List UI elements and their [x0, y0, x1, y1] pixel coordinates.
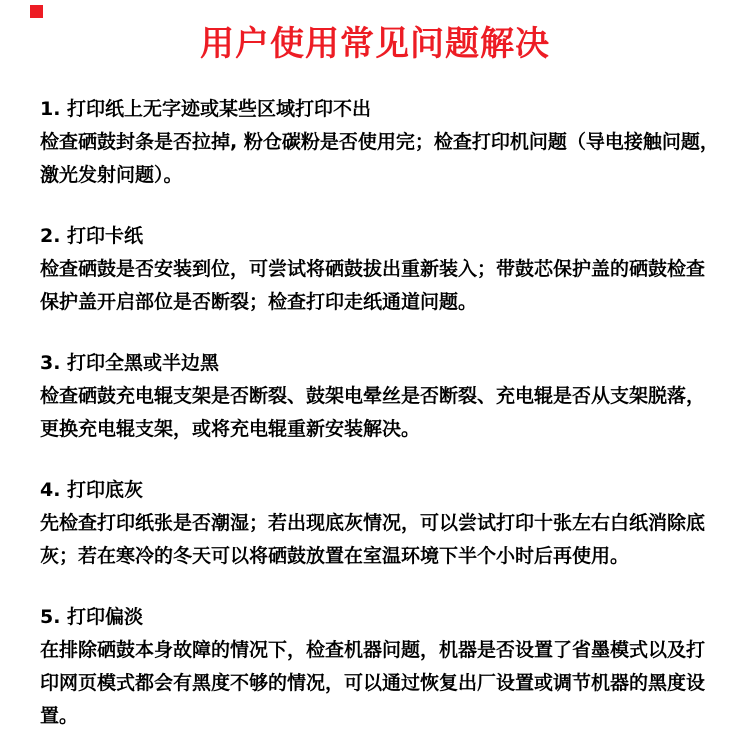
faq-section: [40, 93, 722, 192]
faq-section: [40, 220, 722, 319]
section-body: 检查硒鼓是否安装到位，可尝试将硒鼓拔出重新装入；带鼓芯保护盖的硒鼓检查保护盖开启部位是否断裂；检查打印走纸通道问题。: [40, 258, 706, 313]
section-heading: 4. 打印底灰: [40, 479, 144, 501]
section-heading: 5. 打印偏淡: [40, 606, 144, 628]
section-body: 检查硒鼓封条是否拉掉, 粉仓碳粉是否使用完；检查打印机问题（导电接触问题，激光发射问题）。: [40, 131, 719, 186]
faq-section: [40, 474, 722, 573]
section-body: 先检查打印纸张是否潮湿；若出现底灰情况，可以尝试打印十张左右白纸消除底灰；若在寒冷的冬天可以将硒鼓放置在室温环境下半个小时后再使用。: [40, 512, 706, 567]
section-body: 在排除硒鼓本身故障的情况下，检查机器问题，机器是否设置了省墨模式以及打印网页模式都会有黑度不够的情况，可以通过恢复出厂设置或调节机器的黑度设置。: [40, 639, 706, 727]
content: [0, 93, 750, 733]
red-corner-mark: [30, 5, 43, 18]
faq-section: [40, 601, 722, 733]
section-body: 检查硒鼓充电辊支架是否断裂、鼓架电晕丝是否断裂、充电辊是否从支架脱落，更换充电辊支架，或将充电辊重新安装解决。: [40, 385, 706, 440]
section-heading: 1. 打印纸上无字迹或某些区域打印不出: [40, 98, 372, 120]
section-heading: 3. 打印全黑或半边黑: [40, 352, 220, 374]
section-heading: 2. 打印卡纸: [40, 225, 144, 247]
faq-section: [40, 347, 722, 446]
page-title: 用户使用常见问题解决: [200, 24, 550, 64]
